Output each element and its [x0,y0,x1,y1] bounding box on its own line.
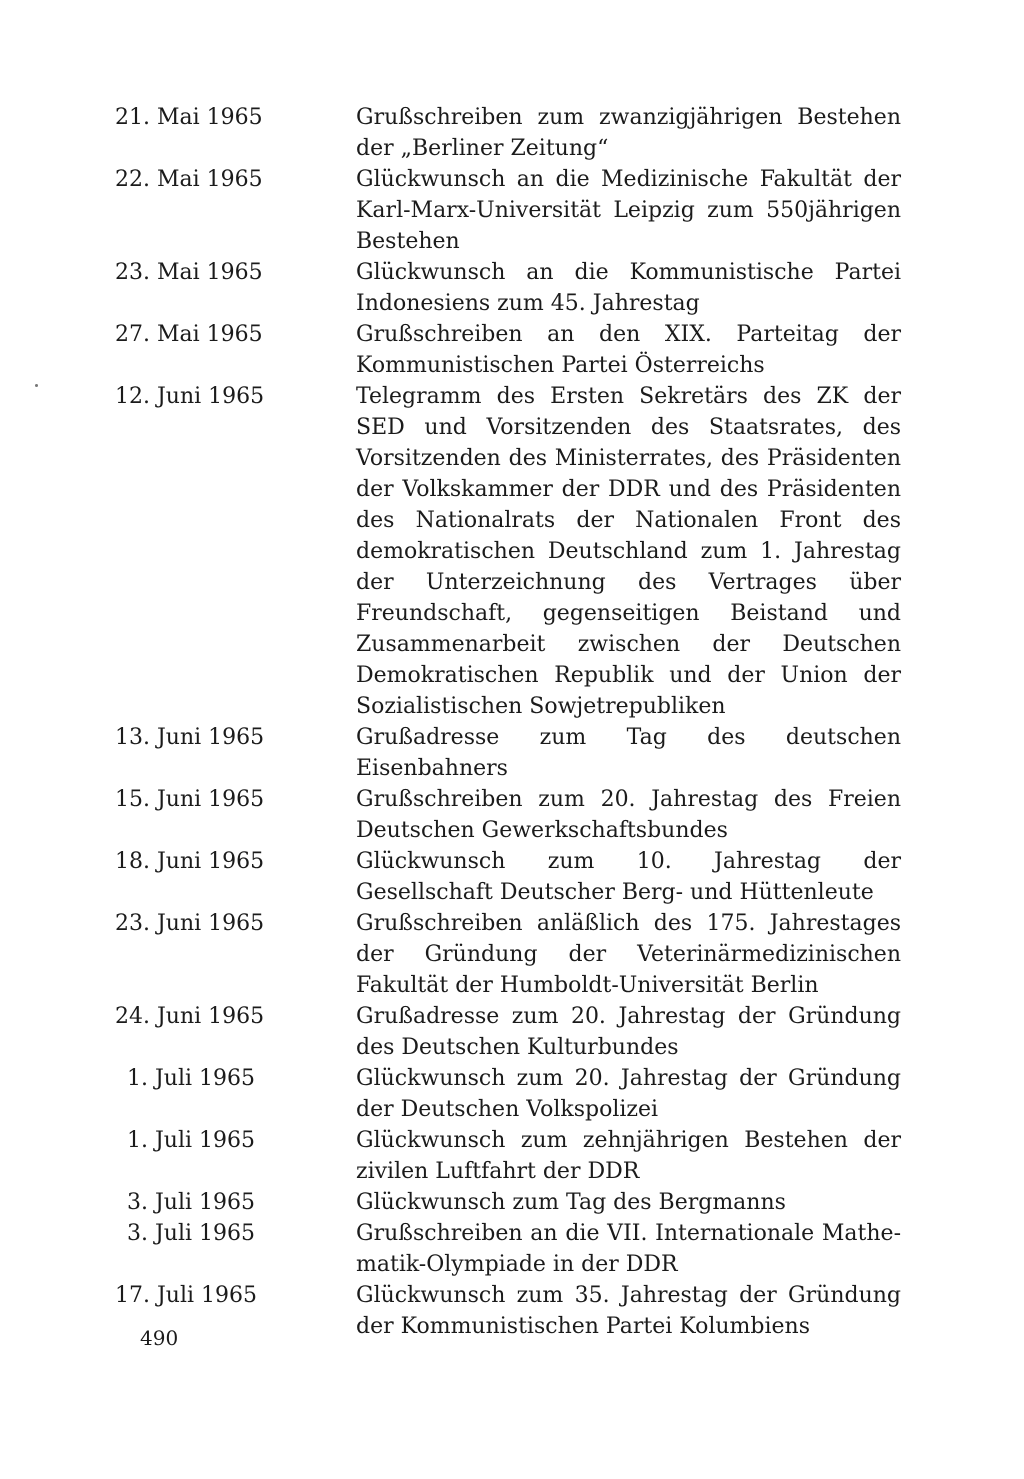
entry-text: Glückwunsch zum 20. Jahrestag der Gründung der Deutschen Volkspolizei [356,1066,901,1122]
list-item [115,846,905,908]
entry-text: Grußschreiben an die VII. Internationale Mathematik-Olympiade in der DDR [356,1221,901,1277]
scan-speck [35,384,38,387]
entry-text: Grußschreiben anläßlich des 175. Jahrestages der Gründung der Veterinärmedizinischen Fakultät der Humboldt-Universität Berlin [356,911,901,998]
entry-text: Glückwunsch an die Medizinische Fakultät der Karl-Marx-Universität Leipzig zum 550jährigen Bestehen [356,167,901,254]
list-item [115,381,905,722]
list-item [115,1125,905,1187]
list-item [115,908,905,1001]
entry-date: 1. Juli 1965 [126,1128,255,1153]
list-item [115,1063,905,1125]
entry-text: Glückwunsch zum Tag des Bergmanns [356,1190,786,1215]
entry-date: 22. Mai 1965 [115,167,263,192]
entry-text: Telegramm des Ersten Sekretärs des ZK der SED und Vorsitzenden des Staatsrates, des Vorsitzenden des Ministerrates, des Präsidenten der Volkskammer der DDR und des Präsidenten des Nationalrats der Nationalen Front des demokratischen Deutschland zum 1. Jahrestag der Unterzeichnung des Vertrages über Freundschaft, gegenseitigen Beistand und Zusammenarbeit zwischen der Deutschen Demokratischen Republik und der Union der Sozialistischen Sowjetrepubliken [356,384,901,719]
entry-date: 3. Juli 1965 [126,1221,255,1246]
entry-text: Grußadresse zum 20. Jahrestag der Gründung des Deutschen Kulturbundes [356,1004,901,1060]
entry-date: 24. Juni 1965 [115,1004,265,1029]
list-item [115,1280,905,1342]
entry-text: Glückwunsch zum 10. Jahrestag der Gesellschaft Deutscher Berg- und Hüttenleute [356,849,901,905]
chronology-list [115,102,905,1342]
list-item [115,319,905,381]
entry-text: Grußschreiben an den XIX. Parteitag der Kommunistischen Partei Österreichs [356,322,901,378]
entry-text: Grußadresse zum Tag des deutschen Eisenbahners [356,725,901,781]
entry-date: 3. Juli 1965 [126,1190,255,1215]
entry-date: 18. Juni 1965 [115,849,265,874]
entry-date: 23. Mai 1965 [115,260,263,285]
list-item [115,164,905,257]
page-number: 490 [140,1326,179,1350]
entry-text: Glückwunsch zum zehnjährigen Bestehen der zivilen Luftfahrt der DDR [356,1128,901,1184]
entry-date: 1. Juli 1965 [126,1066,255,1091]
entry-date: 27. Mai 1965 [115,322,263,347]
entry-date: 23. Juni 1965 [115,911,265,936]
entry-text: Grußschreiben zum zwanzigjährigen Bestehen der „Berliner Zeitung“ [356,105,901,161]
entry-date: 15. Juni 1965 [115,787,265,812]
list-item [115,257,905,319]
entry-date: 12. Juni 1965 [115,384,265,409]
list-item [115,722,905,784]
entry-date: 21. Mai 1965 [115,105,263,130]
list-item [115,102,905,164]
list-item [115,1187,905,1218]
list-item [115,784,905,846]
entry-text: Grußschreiben zum 20. Jahrestag des Freien Deutschen Gewerkschaftsbundes [356,787,901,843]
entry-text: Glückwunsch zum 35. Jahrestag der Gründung der Kommunistischen Partei Kolumbiens [356,1283,901,1339]
entry-date: 13. Juni 1965 [115,725,265,750]
list-item [115,1218,905,1280]
list-item [115,1001,905,1063]
entry-date: 17. Juli 1965 [115,1283,258,1308]
entry-text: Glückwunsch an die Kommunistische Partei Indonesiens zum 45. Jahrestag [356,260,901,316]
